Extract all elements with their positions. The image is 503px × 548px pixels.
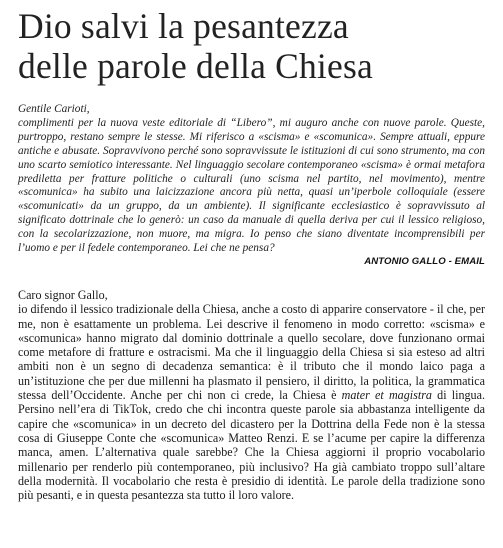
headline: [18, 0, 485, 86]
reply-italic-phrase: mater et magistra: [341, 388, 432, 403]
reader-letter: [18, 103, 485, 268]
reply-body-part-2: di lingua. Persino nell’era di TikTok, credo che chi incontra queste parole sia abbastanza intelligente da capire che «scomunica» in un decreto del dicastero per la Dottrina della Fede non è la stessa cosa di Giuseppe Conte che «scomunica» Matteo Renzi. E se l’acume per capire la differenza manca, amen. L’alternativa quale sarebbe? Che la Chiesa aggiorni il proprio vocabolario millenario per renderlo più contemporaneo, più inclusivo? Ha già cambiato troppo sull’altare della modernità. Il vocabolario che resta è presidio di identità. Le parole della tradizione sono più pesanti, e in questa pesantezza sta tutto il loro valore.: [18, 388, 485, 503]
reply-body: [18, 302, 485, 502]
letter-body: complimenti per la nuova veste editoriale di “Libero”, mi auguro anche con nuove parole. Queste, purtroppo, restano sempre le stesse. Mi riferisco a «scisma» e «scomunica». Sempre attuali, eppure antiche e abusate. Sopravvivono perché sono sopravvissute le istituzioni di cui sono strumento, ma con uno scarto semiotico interessante. Nel linguaggio secolare contemporaneo «scisma» è ormai metafora prediletta per fratture politiche o culturali (uno scisma nel partito, nel movimento), mentre «scomunica» ha subito una laicizzazione ancora più netta, quasi un’iperbole colloquiale (essere «scomunicati» da un gruppo, da un ambiente). Il significante ecclesiastico è sopravvissuto al significato dottrinale che lo generò: un caso da manuale di quella deriva per cui il lessico religioso, con la secolarizzazione, non muore, ma migra. Io penso che siano diventate incomprensibili per l’uomo e per il fedele contemporaneo. Lei che ne pensa?: [18, 116, 485, 255]
letter-greeting: Gentile Carioti,: [18, 103, 90, 115]
reply-salutation: Caro signor Gallo,: [18, 287, 108, 302]
headline-line-2: delle parole della Chiesa: [18, 46, 373, 86]
letter-signature: ANTONIO GALLO - EMAIL: [364, 255, 485, 267]
headline-line-1: Dio salvi la pesantezza: [18, 6, 349, 46]
reply-body-part-1: io difendo il lessico tradizionale della Chiesa, anche a costo di apparire conservatore - il che, per me, non è esattamente un problema. Lei descrive il fenomeno in modo corretto: «scisma» e «scomunica» hanno migrato dal dominio dottrinale a quello secolare, dove funzionano ormai come metafore di fratture e ostracismi. Ma che il linguaggio della Chiesa si sia esteso ad altri ambiti non è un segno di decadenza semantica: è il tributo che il mondo laico paga a un’istituzione che per due millenni ha plasmato il pensiero, il diritto, la politica, la grammatica stessa dell’Occidente. Anche per chi non ci crede, la Chiesa è: [18, 302, 485, 403]
editor-reply: [18, 288, 485, 502]
